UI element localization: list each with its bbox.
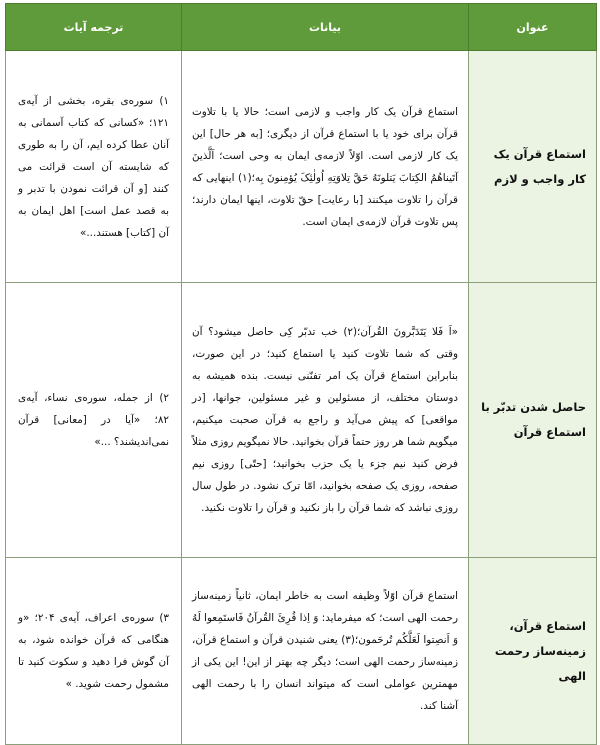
header-statement: بیانات bbox=[182, 4, 469, 51]
row-verse: ۱) سوره‌ی بقره، بخشی از آیه‌ی ۱۲۱؛ «کسانی که کتاب آسمانی به آنان عطا کرده ایم، آن را به طوری که شایسته آن است قرائت می کنند [و آن قرائت نمودن با تدبر و به قصد عمل است] اهل ایمان به آن [کتاب] هستند...» bbox=[6, 51, 182, 283]
row-title: استماع قرآن، زمینه‌ساز رحمت الهی bbox=[469, 558, 597, 745]
header-verse: ترجمه آیات bbox=[6, 4, 182, 51]
row-verse: ۲) از جمله، سوره‌ی نساء، آیه‌ی ۸۲؛ «آیا در [معانی] قرآن نمی‌اندیشند؟ ...» bbox=[6, 283, 182, 558]
row-verse: ۳) سوره‌ی اعراف، آیه‌ی ۲۰۴؛ «و هنگامی که قرآن خوانده شود، به آن گوش فرا دهید و سکوت کنید تا مشمول رحمت شوید. » bbox=[6, 558, 182, 745]
table-row bbox=[6, 283, 597, 558]
header-title: عنوان bbox=[469, 4, 597, 51]
table-row bbox=[6, 51, 597, 283]
row-statement: «اَ فَلا یَتَدَبَّرونَ القُرآن؛(۲) خب تدبّر کِی حاصل میشود؟ آن وقتی که شما تلاوت کنید یا استماع کنید؛ در این صورت، بنابراین استماع قرآن یک امر تفنّنی نیست. بنده همیشه به دوستان مختلف، از مسئولین و غیر مسئولین، جوانها، [در مواقعی] که پیش می‌آید و راجع به قرآن صحبت میکنیم، میگویم شما هر روز حتماً قرآن بخوانید. حالا نمیگویم روزی مثلاً فرض کنید نیم جزء یا یک حزب بخوانید؛ [حتّی] روزی نیم صفحه، روزی یک صفحه بخوانید، امّا ترک نشود. در طول سال روزی نباشد که شما قرآن را باز نکنید و قرآن را تلاوت نکنید. bbox=[182, 283, 469, 558]
row-title: حاصل شدن تدبّر با استماع قرآن bbox=[469, 283, 597, 558]
header-row bbox=[6, 4, 597, 51]
quran-listening-table bbox=[5, 3, 597, 745]
row-title: استماع قرآن یک کار واجب و لازم bbox=[469, 51, 597, 283]
table-row bbox=[6, 558, 597, 745]
row-statement: استماع قرآن یک کار واجب و لازمی است؛ حالا یا با تلاوت قرآن برای خود یا با استماع قرآن از دیگری؛ [به هر حال] این یک کار لازمی است. اوّلاً لازمه‌ی ایمان به وحی است؛ اَلَّذینَ آتَیناهُمُ الکِتابَ یَتلونَهُ حَقَّ تِلاوَتِهِ اُولٰئِکَ یُؤمِنونَ بِه؛(۱) اینهایی که قرآن را تلاوت میکنند [با رعایت] حقّ تلاوت، اینها ایمان دارند؛ پس تلاوت قرآن لازمه‌ی ایمان است. bbox=[182, 51, 469, 283]
row-statement: استماع قرآن اوّلاً وظیفه است به خاطر ایمان، ثانیاً زمینه‌ساز رحمت الهی است؛ که میفرماید: وَ اِذا قُرِئَ القُرآنُ فَاستَمِعوا لَهُ وَ اَنصِتوا لَعَلَّکُم تُرحَمون؛(۳) یعنی شنیدن قرآن و استماع قرآن، زمینه‌ساز رحمت الهی است؛ دیگر چه بهتر از این! این یکی از مهمترین عواملی است که میتواند انسان را با رحمت الهی آشنا کند. bbox=[182, 558, 469, 745]
